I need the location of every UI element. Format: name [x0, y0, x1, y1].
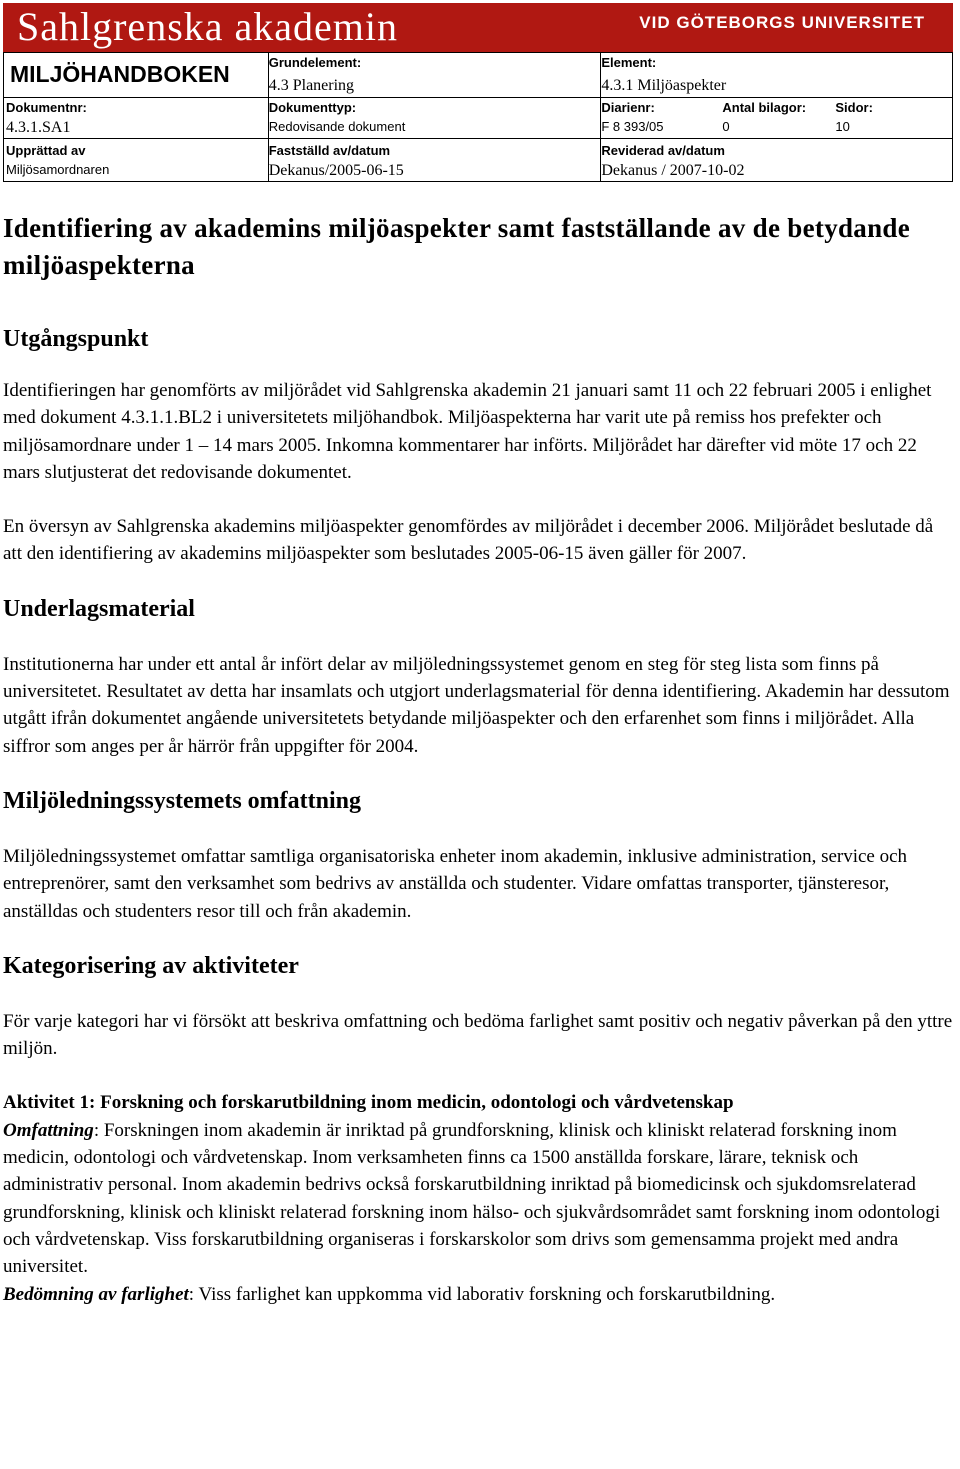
grundelement-value: 4.3 Planering: [268, 77, 355, 94]
activity-omfattning: [3, 1117, 953, 1281]
paragraph: Institutionerna har under ett antal år infört delar av miljöledningssystemet genom en steg för steg lista som finns på universitetet. Resultatet av detta har insamlats och utgjort underlagsmaterial för denna identifiering. Akademin har dessutom utgått ifrån dokumentet angående universitetets betydande miljöaspekter och den erfarenhet som finns i miljörådet. Alla siffror som anges per år härrör från uppgifter för 2004.: [3, 653, 950, 757]
omfattning-text: : Forskningen inom akademin är inriktad på grundforskning, klinisk och kliniskt relaterad forskning inom medicin, odontologi och vårdvetenskap. Inom verksamheten finns ca 1500 anställda forskare, lärare, teknisk och administrativ personal. Inom akademin bedrivs också forskarutbildning inriktad på biomedicinsk och sjukdomsrelaterad grundforskning, klinisk och kliniskt relaterad forskning inom hälso- och sjukvårdsområdet samt forskning inom odontologi och vårdvetenskap. Viss forskarutbildning organiseras i forskarskolor som drivs som gemensamma projekt med andra universitet.: [3, 1119, 941, 1278]
section-heading-utgangspunkt: Utgångspunkt: [3, 326, 149, 352]
section-heading-underlagsmaterial: Underlagsmaterial: [3, 595, 195, 622]
paragraph: För varje kategori har vi försökt att beskriva omfattning och bedöma farlighet samt positiv och negativ påverkan på den yttre miljön.: [3, 1010, 953, 1060]
dokumentnr-value: 4.3.1.SA1: [6, 119, 71, 136]
dokumentnr-label: Dokumentnr:: [6, 100, 87, 115]
grundelement-label: Grundelement:: [268, 55, 362, 70]
dokumenttyp-label: Dokumenttyp:: [268, 100, 357, 115]
diarienr-label: Diarienr:: [601, 100, 655, 115]
document-title: Identifiering av akademins miljöaspekter samt fastställande av de betydande miljöaspekterna: [3, 213, 911, 280]
document-header-table: [3, 52, 953, 182]
activity-farlighet: [3, 1281, 953, 1308]
activity-heading: Aktivitet 1: Forskning och forskarutbildning inom medicin, odontologi och vårdvetenskap: [3, 1092, 734, 1114]
paragraph: Identifieringen har genomförts av miljörådet vid Sahlgrenska akademin 21 januari samt 11 och 22 februari 2005 i enlighet med dokument 4.3.1.1.BL2 i universitetets miljöhandbok. Miljöaspekterna har varit ute på remiss hos prefekter och miljösamordnare under 1 – 14 mars 2005. Inkomna kommentarer har införts. Miljörådet har därefter vid möte 17 och 22 mars slutjusterat det redovisande dokumentet.: [3, 380, 932, 483]
reviderad-label: Reviderad av/datum: [601, 143, 725, 158]
omfattning-label: Omfattning: [3, 1119, 94, 1141]
section-heading-kategorisering: Kategorisering av aktiviteter: [3, 952, 299, 979]
banner-university-text: VID GÖTEBORGS UNIVERSITET: [639, 13, 925, 32]
upprattad-label: Upprättad av: [6, 143, 86, 158]
handbook-title: MILJÖHANDBOKEN: [10, 61, 230, 87]
section-heading-omfattning: Miljöledningssystemets omfattning: [3, 787, 361, 814]
paragraph: En översyn av Sahlgrenska akademins miljöaspekter genomfördes av miljörådet i december 2006. Miljörådet beslutade då att den identifiering av akademins miljöaspekter som beslutades 2005-06-15 även gäller för 2007.: [3, 516, 934, 565]
sidor-value: 10: [835, 119, 850, 134]
farlighet-text: : Viss farlighet kan uppkomma vid laborativ forskning och forskarutbildning.: [188, 1283, 776, 1305]
reviderad-value: Dekanus / 2007-10-02: [601, 162, 745, 179]
paragraph: Miljöledningssystemet omfattar samtliga organisatoriska enheter inom akademin, inklusive administration, service och entreprenörer, samt den verksamhet som bedrivs av anställda och studenter. Vidare omfattas transporter, tjänsteresor, anställdas och studenters resor till och från akademin.: [3, 845, 908, 922]
bilagor-label: Antal bilagor:: [722, 100, 807, 115]
dokumenttyp-value: Redovisande dokument: [268, 119, 406, 134]
farlighet-label: Bedömning av farlighet: [3, 1283, 189, 1305]
bilagor-value: 0: [722, 119, 730, 134]
upprattad-value: Miljösamordnaren: [6, 162, 110, 177]
faststalld-label: Fastställd av/datum: [268, 143, 391, 158]
diarienr-value: F 8 393/05: [601, 119, 664, 134]
faststalld-value: Dekanus/2005-06-15: [268, 162, 404, 179]
document-body: [3, 210, 953, 1308]
element-value: 4.3.1 Miljöaspekter: [601, 77, 727, 94]
sidor-label: Sidor:: [835, 100, 873, 115]
element-label: Element:: [601, 55, 657, 70]
banner-logo-text: Sahlgrenska akademin: [17, 4, 398, 49]
header-banner: [3, 3, 953, 53]
